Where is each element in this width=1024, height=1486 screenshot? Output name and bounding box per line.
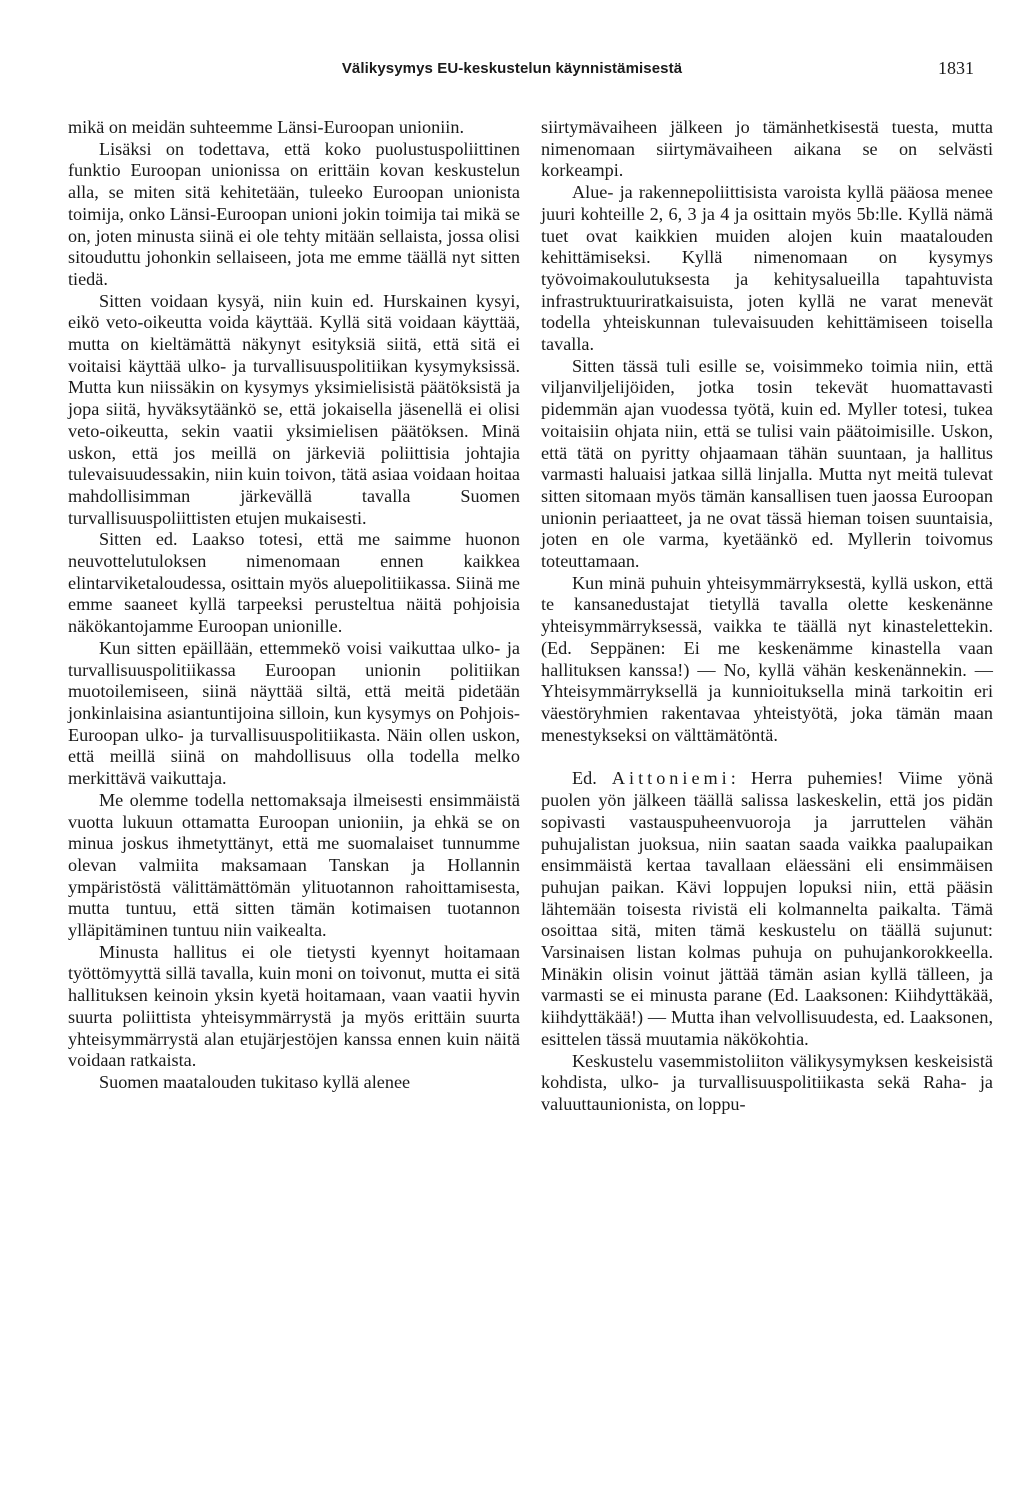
paragraph: Suomen maatalouden tukitaso kyllä alenee bbox=[99, 1071, 411, 1092]
paragraph: Sitten voidaan kysyä, niin kuin ed. Hurskainen kysyi, eikö veto-oikeutta voida käyttää. Kyllä sitä voidaan käyttää, mutta on kieltämättä näkynyt esityksiä siitä, että sitä ei voitaisi käyttää ulko- ja turvallisuuspolitiikan kysymyksissä. Mutta kun niissäkin on kysymys yksimielisistä päätöksistä ja jopa siitä, hyväksytäänkö se, että jokaisella jäsenellä ei olisi veto-oikeutta, sekin vaatii yksimielisen päätöksen. Minä uskon, että jos meillä on järkeviä poliittisia johtajia tulevaisuudessakin, niin kuin toivon, tätä asiaa voidaan hoitaa mahdollisimman järkevällä tavalla Suomen turvallisuuspoliittisten etujen mukaisesti. bbox=[68, 290, 520, 528]
paragraph: Minusta hallitus ei ole tietysti kyennyt hoitamaan työttömyyttä sillä tavalla, kuin moni on toivonut, mutta ei sitä hallituksen keinoin yksin kyetä hoitamaan, vaan vaatii hyvin suurta poliittista yhteisymmärrystä ja myös erittäin suurta yhteisymmärrystä alan etujärjestöjen kanssa ennen kuin näitä voidaan ratkaista. bbox=[68, 941, 520, 1071]
paragraph: Lisäksi on todettava, että koko puolustuspoliittinen funktio Euroopan unionissa on erittäin kovan keskustelun alla, se miten sitä kehitetään, tuleeko Euroopan unionista toimija, onko Länsi-Euroopan unioni jokin toimija tai mikä se on, joten minusta siinä ei ole tehty mitään sellaista, jossa olisi sitouduttu johonkin sellaiseen, jota me emme täällä nyt sitten tiedä. bbox=[68, 138, 520, 289]
paragraph: Alue- ja rakennepoliittisista varoista kyllä pääosa menee juuri kohteille 2, 6, 3 ja 4 ja osittain myös 5b:lle. Kyllä nämä tuet ovat kaikkien muiden alojen kuin maatalouden kehittämiseksi. Kyllä nimenomaan on kysymys työvoimakoulutuksesta ja kehitysalueilla tapahtuvista infrastruktuuriratkaisuista, joten kyllä ne varat menevät todella yhteiskunnan tulevaisuuden kehittämiseen toisella tavalla. bbox=[541, 182, 993, 355]
paragraph: siirtymävaiheen jälkeen jo tämänhetkisestä tuesta, mutta nimenomaan siirtymävaiheen aikana se on selvästi korkeampi. bbox=[541, 117, 993, 181]
running-header: Välikysymys EU-keskustelun käynnistämisestä bbox=[341, 60, 683, 77]
paragraph: mikä on meidän suhteemme Länsi-Euroopan unioniin. bbox=[68, 117, 464, 137]
page-number: 1831 bbox=[938, 58, 974, 78]
speaker-prefix: Ed. bbox=[572, 768, 612, 789]
paragraph: Kun sitten epäillään, ettemmekö voisi vaikuttaa ulko- ja turvallisuuspolitiikassa Euroopan unionin politiikan muotoilemiseen, siinä näyttää siltä, että meitä pidetään jonkinlaisina asiantuntijoina silloin, kun kysymys on Pohjois-Euroopan ulko- ja turvallisuuspolitiikasta. Näin ollen uskon, että meillä siinä on mahdollisuus olla todella melko merkittävä vaikuttaja. bbox=[68, 637, 520, 789]
speaker-paragraph bbox=[541, 768, 993, 1050]
right-column bbox=[541, 117, 993, 1116]
speaker-name: Aittoniemi bbox=[611, 768, 731, 789]
paragraph: Sitten tässä tuli esille se, voisimmeko toimia niin, että viljanviljelijöiden, jotka tosin tekevät huomattavasti pidemmän ajan vuodessa työtä, kuin ed. Myller totesi, tukea voitaisiin ohjata niin, että se tulisi vain päätoimisille. Uskon, että tätä on pyritty ohjaamaan tähän suuntaan, ja hallitus varmasti haluaisi jatkaa sillä linjalla. Mutta nyt meitä tulevat sitten sitomaan myös tämän kansallisen tuen jaossa Euroopan unionin periaatteet, ja ne ovat tässä hieman toisen suuntaisia, joten en ole varma, kyetäänkö ed. Myllerin toivomus toteuttamaan. bbox=[541, 355, 993, 572]
speaker-suffix: : bbox=[730, 768, 751, 789]
paragraph: Keskustelu vasemmistoliiton välikysymyksen keskeisistä kohdista, ulko- ja turvallisuuspolitiikasta sekä Raha- ja valuuttaunionista, on loppu- bbox=[541, 1050, 993, 1114]
paragraph: Kun minä puhuin yhteisymmärryksestä, kyllä uskon, että te kansanedustajat tietyllä tavalla olette keskenänne yhteisymmärryksessä, vaikka te täällä nyt kinastelettekin. (Ed. Seppänen: Ei me keskenämme kinastella vaan hallituksen kanssa!) — No, kyllä vähän keskenännekin. — Yhteisymmärryksellä ja kunnioituksella minä tarkoitin eri väestöryhmien rakentavaa yhteistyötä, joka tämän maan menestykseksi on välttämätöntä. bbox=[541, 572, 993, 745]
paragraph: Me olemme todella nettomaksaja ilmeisesti ensimmäistä vuotta lukuun ottamatta Euroopan unioniin, ja ehkä se on minua joskus ihmetyttänyt, että me suomalaiset tunnumme olevan valmiita maksamaan Tanskan ja Hollannin ympäristöstä välittämättömän ylituotannon rahoittamisesta, mutta tuntuu, että sitten tämän kotimaisen tuotannon ylläpitäminen tuntuu niin vaikealta. bbox=[68, 789, 520, 941]
left-column bbox=[68, 117, 520, 1094]
paragraph: Sitten ed. Laakso totesi, että me saimme huonon neuvottelutuloksen nimenomaan ennen kaikkea elintarviketaloudessa, osittain myös aluepolitiikassa. Siinä me emme saaneet kyllä tarpeeksi perusteltua näitä pohjoisia näkökantojamme Euroopan unionille. bbox=[68, 529, 520, 637]
speech-text: Herra puhemies! Viime yönä puolen yön jälkeen täällä salissa laskeskelin, että jos pidän sopivasti vastauspuheenvuoroja ja jarruttelen vähän puhujalistan juoksua, niin saatan saada vaikka paalupaikan ensimmäistä kertaa tavallaan eläessäni eli ensimmäisen puhujan paikan. Kävi loppujen lopuksi niin, että pääsin lähtemään toisesta rivistä eli kolmannelta paikalta. Tämä osoittaa sitä, miten tämä keskustelu on täällä sujunut: Varsinaisen listan kolmas puhuja on puhujankorokkeella. Minäkin olisin voinut jättää tämän asian kyllä tälleen, ja varmasti se ei minusta parane (Ed. Laaksonen: Kiihdyttäkää, kiihdyttäkää!) — Mutta ihan velvollisuudesta, ed. Laaksonen, esittelen tässä muutamia näkökohtia. bbox=[541, 768, 993, 1049]
